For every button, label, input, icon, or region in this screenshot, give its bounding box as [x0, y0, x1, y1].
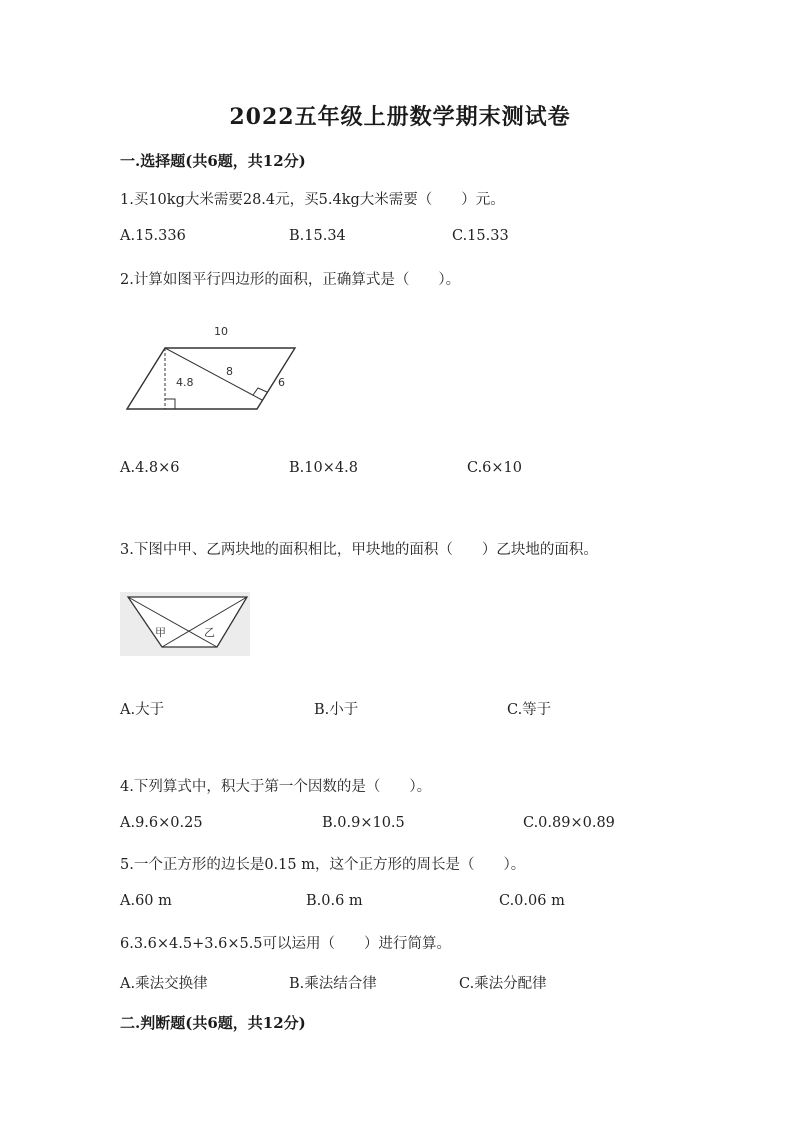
question-5: 5.一个正方形的边长是0.15 m，这个正方形的周长是（ ）。: [120, 857, 526, 873]
section-heading-judgement: 二.判断题(共6题，共12分): [120, 1014, 306, 1032]
q3-option-b: B.小于: [314, 702, 359, 718]
q6-option-c: C.乘法分配律: [459, 976, 547, 992]
label-side: 6: [278, 376, 285, 389]
label-height: 4.8: [176, 376, 194, 389]
question-2: 2.计算如图平行四边形的面积，正确算式是（ ）。: [120, 272, 461, 288]
question-6: 6.3.6×4.5+3.6×5.5可以运用（ ）进行简算。: [120, 936, 452, 952]
parallelogram-figure: [118, 320, 308, 415]
trapezoid-figure: [120, 592, 250, 656]
q5-option-a: A.60 m: [120, 893, 172, 909]
q2-option-b: B.10×4.8: [289, 460, 358, 476]
q3-option-a: A.大于: [120, 702, 165, 718]
question-1: 1.买10kg大米需要28.4元，买5.4kg大米需要（ ）元。: [120, 192, 505, 208]
q2-option-a: A.4.8×6: [120, 460, 180, 476]
q1-option-a: A.15.336: [120, 228, 186, 244]
height-right-angle-mark: [165, 399, 175, 409]
label-top: 10: [214, 325, 228, 338]
q5-option-b: B.0.6 m: [306, 893, 363, 909]
section-heading-choice: 一.选择题(共6题，共12分): [120, 152, 306, 170]
q4-option-c: C.0.89×0.89: [523, 815, 615, 831]
q6-option-a: A.乘法交换律: [120, 976, 208, 992]
q6-option-b: B.乘法结合律: [289, 976, 377, 992]
q1-option-c: C.15.33: [452, 228, 509, 244]
q2-option-c: C.6×10: [467, 460, 523, 476]
diagonal-line: [165, 348, 262, 400]
side-right-angle-mark: [253, 388, 267, 395]
q4-option-b: B.0.9×10.5: [322, 815, 405, 831]
q4-option-a: A.9.6×0.25: [120, 815, 203, 831]
label-jia: 甲: [155, 626, 166, 639]
page-title: 2022五年级上册数学期末测试卷: [229, 104, 571, 130]
parallelogram-shape: [127, 348, 295, 409]
q5-option-c: C.0.06 m: [499, 893, 565, 909]
label-diagonal: 8: [226, 365, 233, 378]
label-yi: 乙: [204, 626, 215, 639]
question-3: 3.下图中甲、乙两块地的面积相比，甲块地的面积（ ）乙块地的面积。: [120, 542, 598, 558]
question-4: 4.下列算式中，积大于第一个因数的是（ ）。: [120, 779, 432, 795]
q1-option-b: B.15.34: [289, 228, 346, 244]
q3-option-c: C.等于: [507, 702, 552, 718]
